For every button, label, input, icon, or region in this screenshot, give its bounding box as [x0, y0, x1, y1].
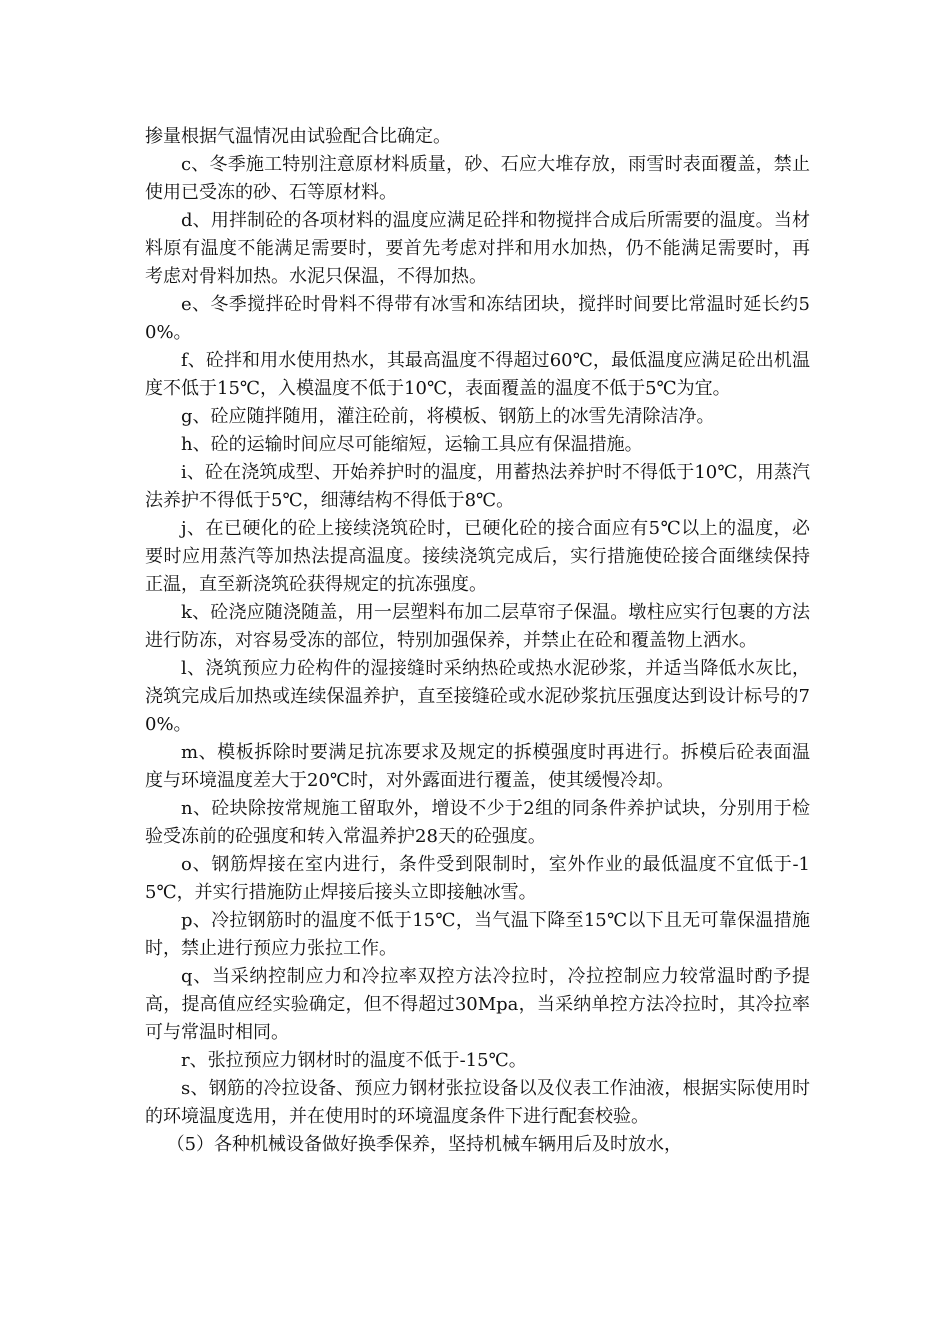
paragraph-item-i: i、砼在浇筑成型、开始养护时的温度，用蓄热法养护时不得低于10℃，用蒸汽法养护不得低于5℃，细薄结构不得低于8℃。 — [145, 462, 810, 511]
paragraph-item-j: j、在已硬化的砼上接续浇筑砼时，已硬化砼的接合面应有5℃以上的温度，必要时应用蒸汽等加热法提高温度。接续浇筑完成后，实行措施使砼接合面继续保持正温，直至新浇筑砼获得规定的抗冻强度。 — [145, 518, 810, 595]
document-body — [145, 123, 810, 1159]
paragraph-item-c: c、冬季施工特别注意原材料质量，砂、石应大堆存放，雨雪时表面覆盖，禁止使用已受冻的砂、石等原材料。 — [145, 154, 810, 203]
paragraph-item-h: h、砼的运输时间应尽可能缩短，运输工具应有保温措施。 — [181, 434, 643, 455]
paragraph-item-g: g、砼应随拌随用，灌注砼前，将模板、钢筋上的冰雪先清除洁净。 — [181, 406, 715, 427]
paragraph-section-5: （5）各种机械设备做好换季保养，坚持机械车辆用后及时放水， — [166, 1134, 683, 1155]
paragraph-item-p: p、冷拉钢筋时的温度不低于15℃，当气温下降至15℃以下且无可靠保温措施时，禁止进行预应力张拉工作。 — [145, 910, 810, 959]
paragraph-item-m: m、模板拆除时要满足抗冻要求及规定的拆模强度时再进行。拆模后砼表面温度与环境温度差大于20℃时，对外露面进行覆盖，使其缓慢冷却。 — [145, 742, 810, 791]
paragraph-item-n: n、砼块除按常规施工留取外，增设不少于2组的同条件养护试块，分别用于检验受冻前的砼强度和转入常温养护28天的砼强度。 — [145, 798, 810, 847]
paragraph-item-k: k、砼浇应随浇随盖，用一层塑料布加二层草帘子保温。墩柱应实行包裹的方法进行防冻，对容易受冻的部位，特别加强保养，并禁止在砼和覆盖物上洒水。 — [145, 602, 810, 651]
paragraph-item-l: l、浇筑预应力砼构件的湿接缝时采纳热砼或热水泥砂浆，并适当降低水灰比，浇筑完成后加热或连续保温养护，直至接缝砼或水泥砂浆抗压强度达到设计标号的70%。 — [145, 658, 810, 735]
paragraph-item-d: d、用拌制砼的各项材料的温度应满足砼拌和物搅拌合成后所需要的温度。当材料原有温度不能满足需要时，要首先考虑对拌和用水加热，仍不能满足需要时，再考虑对骨料加热。水泥只保温，不得加热。 — [145, 210, 810, 287]
paragraph-item-s: s、钢筋的冷拉设备、预应力钢材张拉设备以及仪表工作油液，根据实际使用时的环境温度选用，并在使用时的环境温度条件下进行配套校验。 — [145, 1078, 810, 1127]
paragraph-item-f: f、砼拌和用水使用热水，其最高温度不得超过60℃，最低温度应满足砼出机温度不低于15℃，入模温度不低于10℃，表面覆盖的温度不低于5℃为宜。 — [145, 350, 810, 399]
paragraph-continuation: 掺量根据气温情况由试验配合比确定。 — [145, 126, 451, 147]
paragraph-item-r: r、张拉预应力钢材时的温度不低于-15℃。 — [181, 1050, 527, 1071]
paragraph-item-o: o、钢筋焊接在室内进行，条件受到限制时，室外作业的最低温度不宜低于-15℃，并实行措施防止焊接后接头立即接触冰雪。 — [145, 854, 810, 903]
paragraph-item-e: e、冬季搅拌砼时骨料不得带有冰雪和冻结团块，搅拌时间要比常温时延长约50%。 — [145, 294, 810, 343]
paragraph-item-q: q、当采纳控制应力和冷拉率双控方法冷拉时，冷拉控制应力较常温时酌予提高，提高值应经实验确定，但不得超过30Mpa，当采纳单控方法冷拉时，其冷拉率可与常温时相同。 — [145, 966, 810, 1043]
